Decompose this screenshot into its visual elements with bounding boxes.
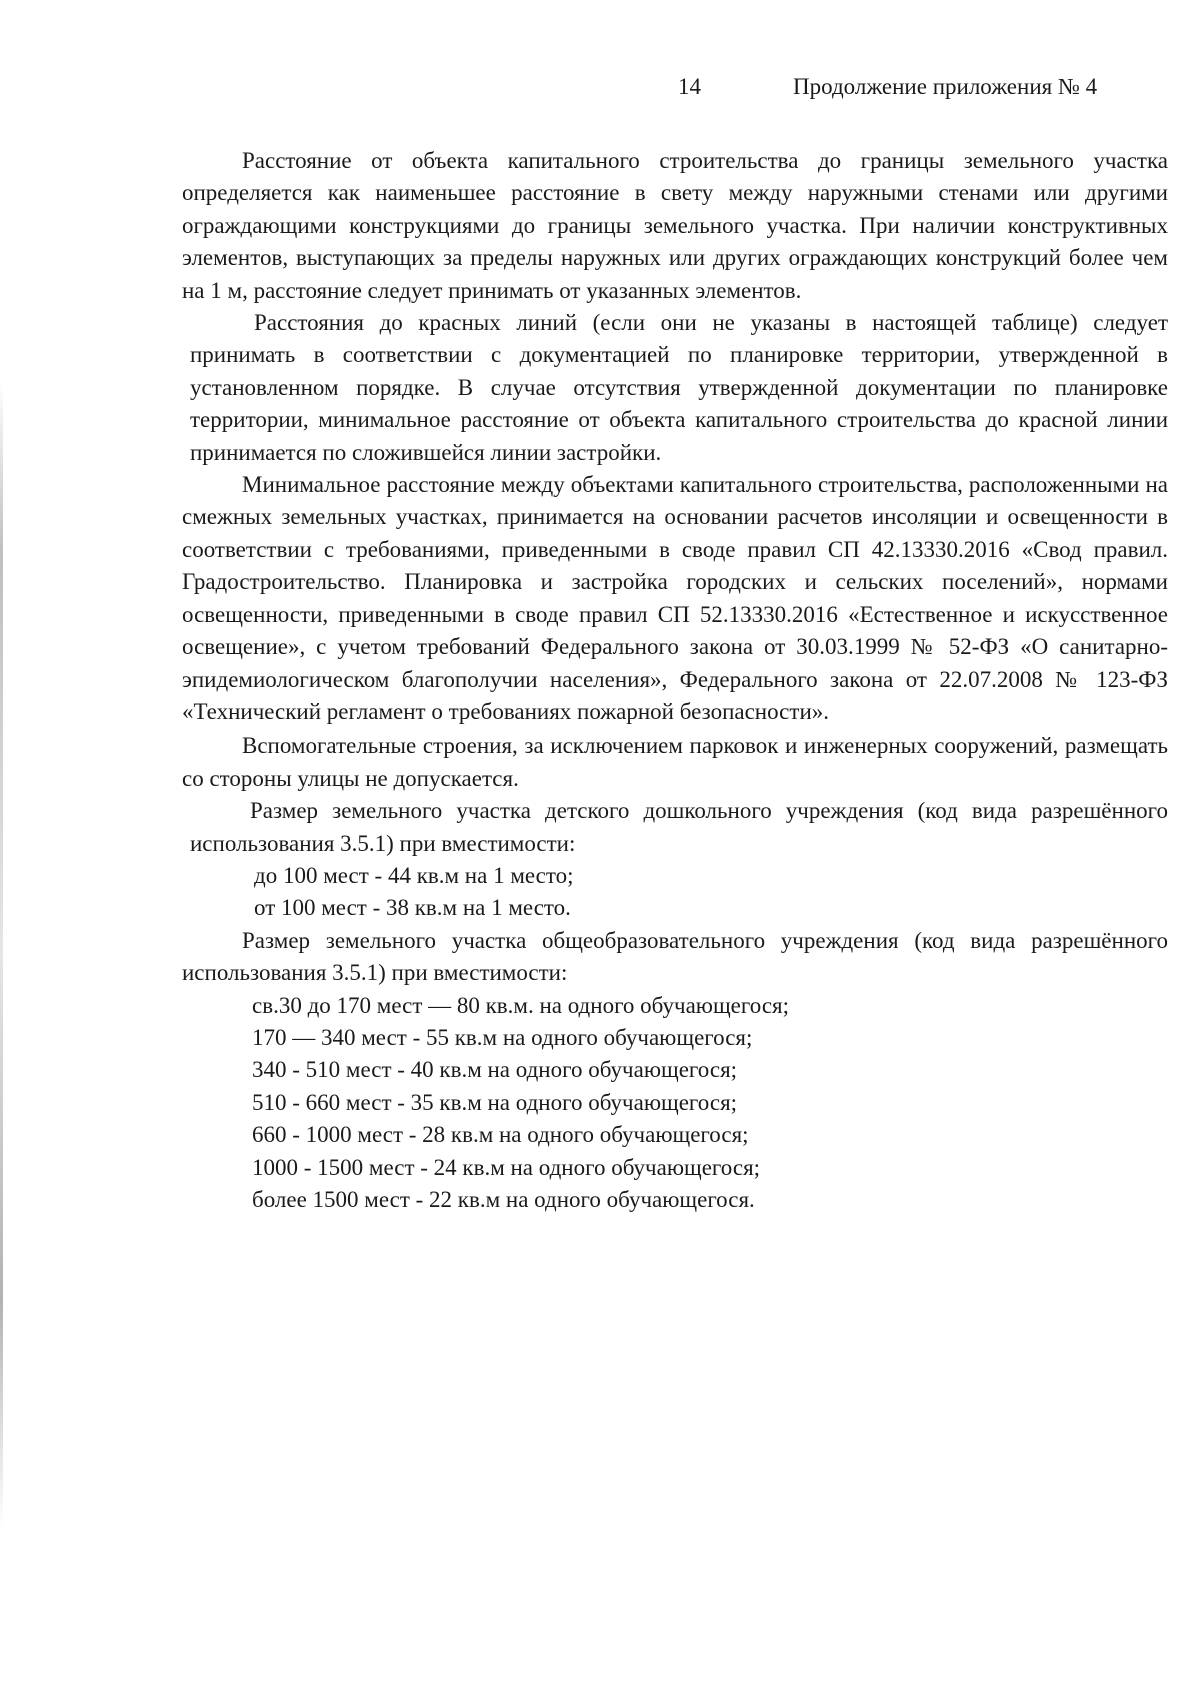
page-header	[0, 74, 1200, 108]
list-item: до 100 мест - 44 кв.м на 1 место;	[254, 862, 574, 888]
list-item: более 1500 мест - 22 кв.м на одного обучающегося.	[252, 1187, 755, 1212]
kindergarten-capacity-list	[182, 860, 1168, 925]
page-number: 14	[678, 74, 701, 99]
paragraph-boundary-distance: Расстояние от объекта капитального строительства до границы земельного участка определяется как наименьшее расстояние в свету между наружными стенами или другими ограждающими конструкциями до границы земельного участка. При наличии конструктивных элементов, выступающих за пределы наружных или других ограждающих конструкций более чем на 1 м, расстояние следует принимать от указанных элементов.	[182, 148, 1168, 303]
paragraph-red-lines: Расстояния до красных линий (если они не указаны в настоящей таблице) следует принимать в соответствии с документацией по планировке территории, утвержденной в установленном порядке. В случае отсутствия утвержденной документации по планировке территории, минимальное расстояние от объекта капитального строительства до красной линии принимается по сложившейся линии застройки.	[190, 310, 1168, 465]
list-item: 340 - 510 мест - 40 кв.м на одного обучающегося;	[252, 1057, 738, 1083]
school-capacity-list	[182, 990, 1168, 1217]
paragraph-min-distance: Минимальное расстояние между объектами капитального строительства, расположенными на смежных земельных участках, принимается на основании расчетов инсоляции и освещенности в соответствии с требованиями, приведенными в своде правил СП 42.13330.2016 «Свод правил. Градостроительство. Планировка и застройка городских и сельских поселений», нормами освещенности, приведенными в своде правил СП 52.13330.2016 «Естественное и искусственное освещение», с учетом требований Федерального закона от 30.03.1999 № 52-ФЗ «О санитарно-эпидемиологическом благополучии населения», Федерального закона от 22.07.2008 № 123-ФЗ «Технический регламент о требованиях пожарной безопасности».	[182, 472, 1168, 724]
paragraph-kindergarten-size: Размер земельного участка детского дошкольного учреждения (код вида разрешённого использования 3.5.1) при вместимости:	[190, 798, 1168, 856]
list-item: 510 - 660 мест - 35 кв.м на одного обучающегося;	[252, 1089, 738, 1115]
document-body	[182, 145, 1168, 1216]
list-item: 660 - 1000 мест - 28 кв.м на одного обучающегося;	[252, 1122, 749, 1148]
paragraph-school-size: Размер земельного участка общеобразовательного учреждения (код вида разрешённого использования 3.5.1) при вместимости:	[182, 927, 1168, 986]
paragraph-auxiliary-buildings: Вспомогательные строения, за исключением парковок и инженерных сооружений, размещать со стороны улицы не допускается.	[182, 733, 1168, 791]
list-item: 1000 - 1500 мест - 24 кв.м на одного обучающегося;	[252, 1154, 761, 1180]
appendix-continuation-label: Продолжение приложения № 4	[793, 74, 1098, 99]
list-item: от 100 мест - 38 кв.м на 1 место.	[254, 895, 571, 921]
scan-edge-shadow	[0, 380, 3, 1530]
list-item: 170 — 340 мест - 55 кв.м на одного обучающегося;	[252, 1024, 753, 1050]
list-item: св.30 до 170 мест — 80 кв.м. на одного обучающегося;	[252, 992, 789, 1018]
